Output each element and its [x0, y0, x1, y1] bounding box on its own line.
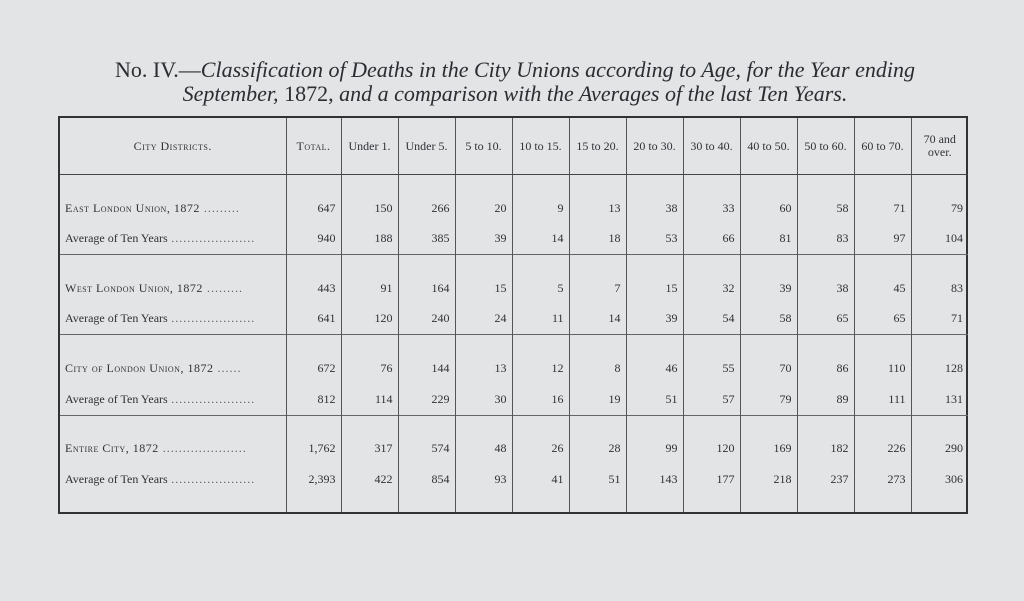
dot-leader: …………………: [162, 441, 247, 456]
spacer-cell: [797, 335, 854, 353]
value-cell: 30: [455, 384, 512, 415]
value-cell: 14: [569, 304, 626, 335]
spacer-cell: [740, 335, 797, 353]
spacer-cell: [455, 335, 512, 353]
spacer-cell: [911, 335, 968, 353]
spacer-cell: [286, 494, 341, 512]
spacer-cell: [60, 335, 286, 353]
row-label: City of London Union, 1872: [65, 360, 214, 375]
value-cell: 53: [626, 223, 683, 254]
district-name: [60, 273, 286, 304]
header-70-and-over: 70 and over.: [911, 118, 968, 175]
spacer-cell: [398, 175, 455, 193]
spacer-cell: [398, 494, 455, 512]
value-cell: 1,762: [286, 433, 341, 464]
value-cell: 26: [512, 433, 569, 464]
district-name: [60, 193, 286, 224]
spacer-cell: [569, 175, 626, 193]
value-cell: 177: [683, 464, 740, 495]
dot-leader: …………………: [170, 471, 255, 486]
value-cell: 385: [398, 223, 455, 254]
value-cell: 45: [854, 273, 911, 304]
value-cell: 164: [398, 273, 455, 304]
value-cell: 812: [286, 384, 341, 415]
value-cell: 574: [398, 433, 455, 464]
value-cell: 39: [455, 223, 512, 254]
spacer-cell: [512, 335, 569, 353]
value-cell: 306: [911, 464, 968, 495]
spacer-cell: [683, 494, 740, 512]
value-cell: 60: [740, 193, 797, 224]
title-line1-text: Classification of Deaths in the City Unions according to Age, for the Year ending: [200, 57, 915, 82]
value-cell: 32: [683, 273, 740, 304]
value-cell: 131: [911, 384, 968, 415]
spacer-cell: [398, 335, 455, 353]
spacer-cell: [797, 494, 854, 512]
dot-leader: ………: [206, 280, 243, 295]
spacer-cell: [341, 415, 398, 433]
spacer-cell: [341, 494, 398, 512]
spacer-cell: [569, 494, 626, 512]
value-cell: 89: [797, 384, 854, 415]
value-cell: 11: [512, 304, 569, 335]
spacer-cell: [911, 255, 968, 273]
spacer-cell: [854, 494, 911, 512]
value-cell: 182: [797, 433, 854, 464]
spacer-cell: [286, 255, 341, 273]
spacer-cell: [60, 415, 286, 433]
average-label: [60, 464, 286, 495]
spacer-cell: [740, 255, 797, 273]
value-cell: 20: [455, 193, 512, 224]
value-cell: 12: [512, 353, 569, 384]
value-cell: 226: [854, 433, 911, 464]
table-row: [60, 273, 968, 304]
spacer-cell: [512, 415, 569, 433]
spacer-cell: [740, 415, 797, 433]
value-cell: 38: [797, 273, 854, 304]
value-cell: 9: [512, 193, 569, 224]
header-under-1: Under 1.: [341, 118, 398, 175]
value-cell: 70: [740, 353, 797, 384]
value-cell: 120: [683, 433, 740, 464]
value-cell: 111: [854, 384, 911, 415]
value-cell: 8: [569, 353, 626, 384]
value-cell: 218: [740, 464, 797, 495]
value-cell: 317: [341, 433, 398, 464]
value-cell: 120: [341, 304, 398, 335]
row-label: West London Union, 1872: [65, 280, 203, 295]
value-cell: 422: [341, 464, 398, 495]
value-cell: 110: [854, 353, 911, 384]
spacer-cell: [398, 415, 455, 433]
spacer-row: [60, 415, 968, 433]
spacer-cell: [740, 175, 797, 193]
value-cell: 83: [911, 273, 968, 304]
value-cell: 58: [740, 304, 797, 335]
dot-leader: ……: [216, 360, 241, 375]
value-cell: 39: [626, 304, 683, 335]
spacer-cell: [854, 175, 911, 193]
value-cell: 86: [797, 353, 854, 384]
header-40-to-50: 40 to 50.: [740, 118, 797, 175]
table-body: [60, 175, 968, 513]
spacer-cell: [797, 255, 854, 273]
value-cell: 143: [626, 464, 683, 495]
value-cell: 647: [286, 193, 341, 224]
value-cell: 188: [341, 223, 398, 254]
value-cell: 114: [341, 384, 398, 415]
spacer-cell: [683, 255, 740, 273]
spacer-cell: [286, 415, 341, 433]
spacer-cell: [341, 335, 398, 353]
spacer-cell: [683, 415, 740, 433]
value-cell: 55: [683, 353, 740, 384]
value-cell: 83: [797, 223, 854, 254]
header-20-to-30: 20 to 30.: [626, 118, 683, 175]
spacer-cell: [740, 494, 797, 512]
value-cell: 71: [854, 193, 911, 224]
district-name: [60, 433, 286, 464]
title-prefix: No. IV.—: [115, 57, 201, 82]
spacer-cell: [569, 255, 626, 273]
row-label: East London Union, 1872: [65, 200, 200, 215]
spacer-cell: [398, 255, 455, 273]
value-cell: 15: [626, 273, 683, 304]
value-cell: 91: [341, 273, 398, 304]
title-line2-b: and a comparison with the Averages of the last Ten Years.: [339, 81, 848, 106]
value-cell: 57: [683, 384, 740, 415]
value-cell: 54: [683, 304, 740, 335]
value-cell: 81: [740, 223, 797, 254]
header-row: [60, 118, 968, 175]
row-label: Average of Ten Years: [65, 391, 168, 406]
value-cell: 854: [398, 464, 455, 495]
title-line-2: [40, 82, 990, 106]
table-row: [60, 223, 968, 254]
value-cell: 641: [286, 304, 341, 335]
spacer-row: [60, 175, 968, 193]
value-cell: 99: [626, 433, 683, 464]
spacer-row: [60, 494, 968, 512]
average-label: [60, 384, 286, 415]
title-year: 1872,: [284, 81, 340, 106]
value-cell: 290: [911, 433, 968, 464]
value-cell: 39: [740, 273, 797, 304]
spacer-cell: [626, 175, 683, 193]
value-cell: 237: [797, 464, 854, 495]
spacer-cell: [60, 255, 286, 273]
value-cell: 5: [512, 273, 569, 304]
spacer-cell: [797, 415, 854, 433]
spacer-cell: [569, 335, 626, 353]
spacer-cell: [626, 494, 683, 512]
header-30-to-40: 30 to 40.: [683, 118, 740, 175]
value-cell: 41: [512, 464, 569, 495]
spacer-cell: [854, 255, 911, 273]
value-cell: 13: [569, 193, 626, 224]
value-cell: 51: [569, 464, 626, 495]
table-row: [60, 193, 968, 224]
value-cell: 229: [398, 384, 455, 415]
table-row: [60, 464, 968, 495]
header-city-districts: City Districts.: [60, 118, 286, 175]
row-label: Average of Ten Years: [65, 231, 168, 246]
spacer-cell: [60, 175, 286, 193]
value-cell: 144: [398, 353, 455, 384]
header-50-to-60: 50 to 60.: [797, 118, 854, 175]
value-cell: 273: [854, 464, 911, 495]
spacer-cell: [455, 255, 512, 273]
spacer-cell: [683, 335, 740, 353]
spacer-cell: [512, 175, 569, 193]
average-label: [60, 223, 286, 254]
value-cell: 58: [797, 193, 854, 224]
spacer-cell: [341, 255, 398, 273]
spacer-cell: [626, 415, 683, 433]
dot-leader: …………………: [170, 391, 255, 406]
header-5-to-10: 5 to 10.: [455, 118, 512, 175]
spacer-cell: [512, 255, 569, 273]
row-label: Average of Ten Years: [65, 471, 168, 486]
spacer-cell: [683, 175, 740, 193]
spacer-cell: [60, 494, 286, 512]
table-row: [60, 433, 968, 464]
table-frame: [58, 116, 968, 514]
title-line2-a: September,: [182, 81, 285, 106]
district-name: [60, 353, 286, 384]
dot-leader: ………: [203, 200, 240, 215]
header-60-to-70: 60 to 70.: [854, 118, 911, 175]
spacer-cell: [797, 175, 854, 193]
deaths-table: [60, 118, 968, 512]
value-cell: 51: [626, 384, 683, 415]
spacer-cell: [569, 415, 626, 433]
spacer-cell: [626, 335, 683, 353]
spacer-cell: [286, 175, 341, 193]
spacer-row: [60, 335, 968, 353]
spacer-cell: [286, 335, 341, 353]
row-label: Entire City, 1872: [65, 441, 159, 456]
spacer-cell: [512, 494, 569, 512]
value-cell: 18: [569, 223, 626, 254]
value-cell: 65: [854, 304, 911, 335]
value-cell: 128: [911, 353, 968, 384]
value-cell: 71: [911, 304, 968, 335]
table-row: [60, 304, 968, 335]
spacer-cell: [854, 415, 911, 433]
value-cell: 46: [626, 353, 683, 384]
value-cell: 93: [455, 464, 512, 495]
value-cell: 940: [286, 223, 341, 254]
header-10-to-15: 10 to 15.: [512, 118, 569, 175]
value-cell: 65: [797, 304, 854, 335]
value-cell: 19: [569, 384, 626, 415]
value-cell: 443: [286, 273, 341, 304]
value-cell: 38: [626, 193, 683, 224]
dot-leader: …………………: [170, 231, 255, 246]
value-cell: 240: [398, 304, 455, 335]
value-cell: 15: [455, 273, 512, 304]
title-line-1: [40, 58, 990, 82]
row-label: Average of Ten Years: [65, 311, 168, 326]
spacer-cell: [455, 494, 512, 512]
value-cell: 76: [341, 353, 398, 384]
value-cell: 13: [455, 353, 512, 384]
header-15-to-20: 15 to 20.: [569, 118, 626, 175]
value-cell: 14: [512, 223, 569, 254]
average-label: [60, 304, 286, 335]
spacer-cell: [455, 175, 512, 193]
value-cell: 24: [455, 304, 512, 335]
spacer-cell: [626, 255, 683, 273]
spacer-cell: [911, 415, 968, 433]
value-cell: 7: [569, 273, 626, 304]
value-cell: 79: [911, 193, 968, 224]
table-row: [60, 353, 968, 384]
dot-leader: …………………: [170, 311, 255, 326]
value-cell: 104: [911, 223, 968, 254]
table-row: [60, 384, 968, 415]
value-cell: 28: [569, 433, 626, 464]
value-cell: 169: [740, 433, 797, 464]
value-cell: 97: [854, 223, 911, 254]
value-cell: 266: [398, 193, 455, 224]
value-cell: 672: [286, 353, 341, 384]
header-total: Total.: [286, 118, 341, 175]
value-cell: 2,393: [286, 464, 341, 495]
value-cell: 66: [683, 223, 740, 254]
value-cell: 48: [455, 433, 512, 464]
value-cell: 150: [341, 193, 398, 224]
header-under-5: Under 5.: [398, 118, 455, 175]
spacer-row: [60, 255, 968, 273]
value-cell: 33: [683, 193, 740, 224]
table-title: [40, 58, 990, 106]
value-cell: 16: [512, 384, 569, 415]
spacer-cell: [455, 415, 512, 433]
value-cell: 79: [740, 384, 797, 415]
spacer-cell: [911, 494, 968, 512]
spacer-cell: [854, 335, 911, 353]
spacer-cell: [911, 175, 968, 193]
spacer-cell: [341, 175, 398, 193]
